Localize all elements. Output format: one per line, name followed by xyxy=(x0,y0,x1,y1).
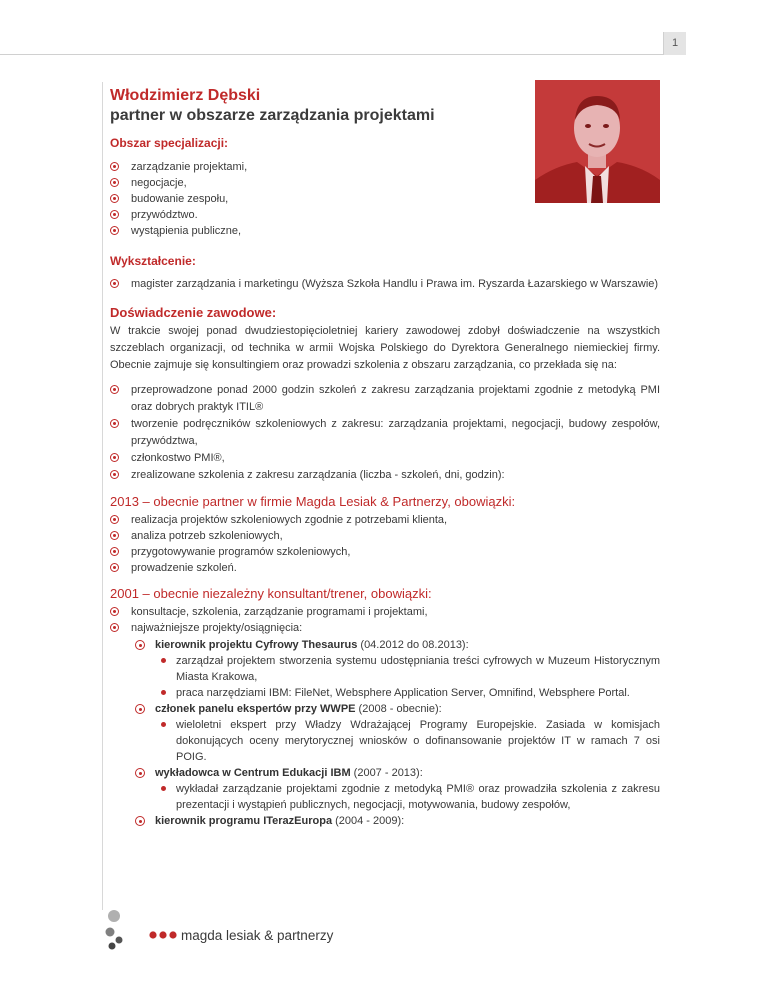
list-item: realizacja projektów szkoleniowych zgodnie z potrzebami klienta, xyxy=(110,512,660,528)
bullet-icon xyxy=(110,226,119,235)
project-details xyxy=(155,781,660,813)
detail-item: wykładał zarządzanie projektami zgodnie z metodyką PMI® oraz prowadziła szkolenia z zakresu prezentacji i wystąpień publicznych, negocjacji, motywowania, budowy zespołów, xyxy=(155,781,660,813)
dot-bullet-icon xyxy=(161,786,166,791)
project-title: kierownik projektu Cyfrowy Thesaurus xyxy=(155,639,358,651)
bullet-icon xyxy=(110,607,119,616)
role-2013-heading: 2013 – obecnie partner w firmie Magda Lesiak & Partnerzy, obowiązki: xyxy=(110,494,516,509)
project-details xyxy=(155,717,660,765)
project-period: (2008 - obecnie): xyxy=(355,703,442,715)
project-period: (2007 - 2013): xyxy=(350,767,423,779)
experience-heading: Doświadczenie zawodowe: xyxy=(110,305,277,320)
list-item: zarządzanie projektami, xyxy=(110,159,530,175)
circle-bullet-icon xyxy=(135,768,145,778)
page-header-bar xyxy=(0,32,768,55)
bullet-icon xyxy=(110,563,119,572)
circle-bullet-icon xyxy=(135,640,145,650)
projects-list xyxy=(131,637,660,829)
list-item: budowanie zespołu, xyxy=(110,191,530,207)
list-item: analiza potrzeb szkoleniowych, xyxy=(110,528,660,544)
brand-name: magda lesiak & partnerzy xyxy=(181,928,334,943)
list-item: zrealizowane szkolenia z zakresu zarządzania (liczba - szkoleń, dni, godzin): xyxy=(110,467,660,484)
margin-rule xyxy=(102,82,103,910)
project-item xyxy=(131,765,660,813)
project-item xyxy=(131,813,660,829)
bullet-icon xyxy=(110,419,119,428)
experience-list xyxy=(110,382,660,484)
specialization-heading: Obszar specjalizacji: xyxy=(110,136,229,150)
project-item xyxy=(131,637,660,701)
role-2001-heading: 2001 – obecnie niezależny konsultant/trener, obowiązki: xyxy=(110,586,432,601)
list-item: przywództwo. xyxy=(110,207,530,223)
page-number: 1 xyxy=(663,32,686,55)
project-details xyxy=(155,653,660,701)
role-2001-duties xyxy=(110,604,660,829)
list-item: tworzenie podręczników szkoleniowych z zakresu: zarządzania projektami, negocjacji, budowy zespołów, przywództwa, xyxy=(110,416,660,450)
list-item: członkostwo PMI®, xyxy=(110,450,660,467)
project-period: (04.2012 do 08.2013): xyxy=(357,639,469,651)
list-item: wystąpienia publiczne, xyxy=(110,223,530,239)
bullet-icon xyxy=(110,623,119,632)
bullet-icon xyxy=(110,279,119,288)
project-title: wykładowca w Centrum Edukacji IBM xyxy=(155,767,351,779)
list-item: magister zarządzania i marketingu (Wyższa Szkoła Handlu i Prawa im. Ryszarda Łazarskiego w Warszawie) xyxy=(110,276,660,292)
list-item: prowadzenie szkoleń. xyxy=(110,560,660,576)
bullet-icon xyxy=(110,515,119,524)
bullet-icon xyxy=(110,531,119,540)
detail-item: wieloletni ekspert przy Władzy Wdrażającej Programy Europejskie. Zasiada w komisjach dokonujących oceny merytorycznej wniosków o dofinansowanie projektów IT w ramach 7 osi POIG. xyxy=(155,717,660,765)
person-name: Włodzimierz Dębski xyxy=(110,87,261,104)
bullet-icon xyxy=(110,453,119,462)
education-list xyxy=(110,276,660,292)
bullet-icon xyxy=(110,547,119,556)
list-item: przeprowadzone ponad 2000 godzin szkoleń z zakresu zarządzania projektami zgodnie z metodyką PMI oraz dobrych praktyk ITIL® xyxy=(110,382,660,416)
specialization-list xyxy=(110,159,530,239)
experience-intro: W trakcie swojej ponad dwudziestopięcioletniej kariery zawodowej zdobył doświadczenie na wszystkich szczeblach organizacji, od technika w armii Wojska Polskiego do Dyrektora Generalnego niemieckiej firmy. Obecnie zajmuje się konsultingiem oraz prowadzi szkolenia z obszaru zarządzania, co przekłada się na: xyxy=(110,325,660,371)
header-rule xyxy=(0,54,686,55)
list-item: najważniejsze projekty/osiągnięcia: kierownik projektu Cyfrowy Thesaurus (04.2012 do 08.2013): zarządzał projektem stworzenia systemu udostępniania treści cyfrowych w Muzeum Historycznym Miasta Krakowa, praca narzędziami IBM: FileNet, Websphere Application Server, Omnifind, Websphere Portal. członek panelu ekspertów przy WWPE (2008 - obecnie): wieloletni ekspert przy Władzy Wdrażającej Programy Europejskie. Zasiada w komisjach dokonujących oceny merytorycznej wniosków o dofinansowanie projektów IT w ramach 7 osi POIG. wykładowca w Centrum Edukacji IBM (2007 - 2013): wykładał zarządzanie projektami zgodnie z metodyką PMI® oraz prowadziła szkolenia z zakresu prezentacji i wystąpień publicznych, negocjacji, motywowania, budowy zespołów, kierownik programu ITerazEuropa (2004 - 2009): xyxy=(110,620,660,829)
project-period: (2004 - 2009): xyxy=(332,815,405,827)
brand-dots-icon xyxy=(149,931,181,939)
bullet-icon xyxy=(110,194,119,203)
list-item: negocjacje, xyxy=(110,175,530,191)
project-title: kierownik programu ITerazEuropa xyxy=(155,815,333,827)
bullet-icon xyxy=(110,385,119,394)
project-title: członek panelu ekspertów przy WWPE xyxy=(155,703,356,715)
dot-bullet-icon xyxy=(161,690,166,695)
education-heading: Wykształcenie: xyxy=(110,254,196,268)
bullet-icon xyxy=(110,210,119,219)
list-item: konsultacje, szkolenia, zarządzanie programami i projektami, xyxy=(110,604,660,620)
bullet-icon xyxy=(110,178,119,187)
person-role: partner w obszarze zarządzania projektami xyxy=(110,107,435,124)
list-item: przygotowywanie programów szkoleniowych, xyxy=(110,544,660,560)
circle-bullet-icon xyxy=(135,704,145,714)
dot-bullet-icon xyxy=(161,722,166,727)
cv-content xyxy=(110,86,660,829)
role-2013-duties xyxy=(110,512,660,576)
bullet-icon xyxy=(110,162,119,171)
brand-logo-icon xyxy=(104,910,124,950)
project-item xyxy=(131,701,660,765)
circle-bullet-icon xyxy=(135,816,145,826)
detail-item: zarządzał projektem stworzenia systemu udostępniania treści cyfrowych w Muzeum Historycznym Miasta Krakowa, xyxy=(155,653,660,685)
detail-item: praca narzędziami IBM: FileNet, Websphere Application Server, Omnifind, Websphere Portal. xyxy=(155,685,660,701)
dot-bullet-icon xyxy=(161,658,166,663)
bullet-icon xyxy=(110,470,119,479)
